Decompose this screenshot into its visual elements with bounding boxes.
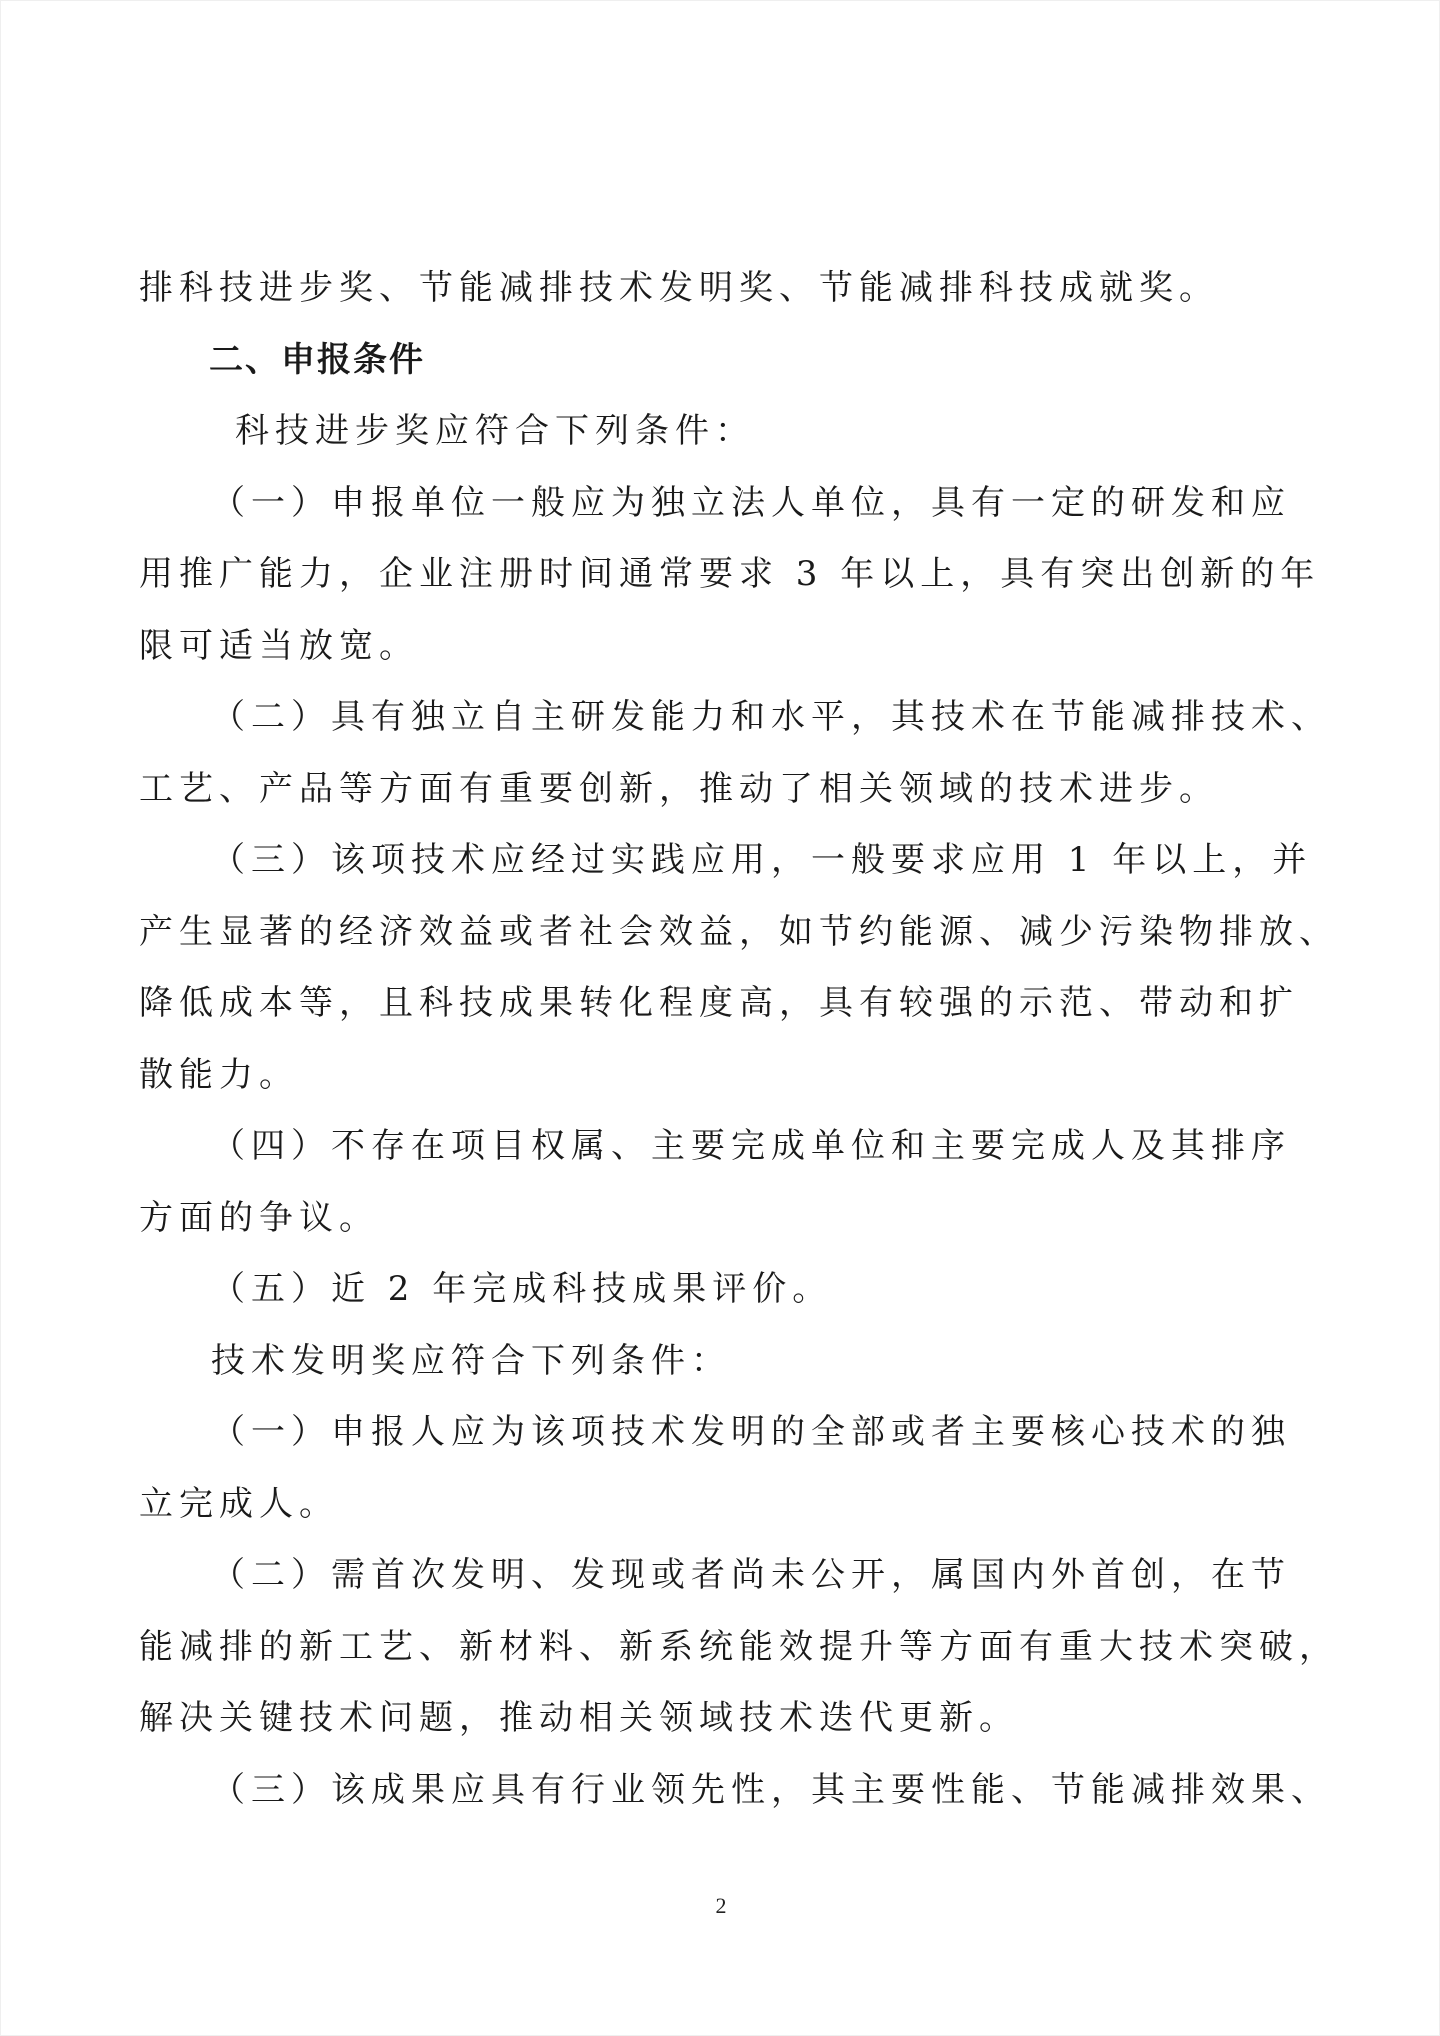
- subsection-heading: 技术发明奖应符合下列条件：: [211, 1340, 731, 1381]
- paragraph-line: 降低成本等，且科技成果转化程度高，具有较强的示范、带动和扩: [139, 983, 1299, 1023]
- section-heading: 二、申报条件: [209, 339, 425, 380]
- paragraph-line: 能减排的新工艺、新材料、新系统能效提升等方面有重大技术突破，: [139, 1626, 1339, 1667]
- paragraph-line: 用推广能力，企业注册时间通常要求 3 年以上，具有突出创新的年: [139, 554, 1321, 594]
- paragraph-line: 立完成人。: [139, 1483, 339, 1524]
- paragraph-line: 散能力。: [139, 1054, 299, 1095]
- paragraph-line: （二）具有独立自主研发能力和水平，其技术在节能减排技术、: [211, 697, 1331, 737]
- paragraph-line: （一）申报人应为该项技术发明的全部或者主要核心技术的独: [211, 1412, 1291, 1452]
- paragraph-line: 工艺、产品等方面有重要创新，推动了相关领域的技术进步。: [139, 768, 1219, 809]
- paragraph-line: 解决关键技术问题，推动相关领域技术迭代更新。: [139, 1698, 1019, 1738]
- paragraph-line: 排科技进步奖、节能减排技术发明奖、节能减排科技成就奖。: [139, 268, 1219, 308]
- paragraph-line: （一）申报单位一般应为独立法人单位，具有一定的研发和应: [211, 482, 1291, 523]
- paragraph-line: 限可适当放宽。: [139, 625, 419, 666]
- paragraph-line: 方面的争议。: [139, 1197, 379, 1238]
- subsection-heading: 科技进步奖应符合下列条件：: [235, 411, 755, 451]
- page-number: 2: [715, 1893, 727, 1918]
- paragraph-line: （四）不存在项目权属、主要完成单位和主要完成人及其排序: [211, 1126, 1291, 1166]
- paragraph-line: （三）该项技术应经过实践应用，一般要求应用 1 年以上，并: [211, 840, 1313, 880]
- document-body: [139, 253, 1339, 1826]
- paragraph-line: （三）该成果应具有行业领先性，其主要性能、节能减排效果、: [211, 1769, 1331, 1810]
- paragraph-line: （二）需首次发明、发现或者尚未公开，属国内外首创，在节: [211, 1555, 1291, 1595]
- paragraph-line: 产生显著的经济效益或者社会效益，如节约能源、减少污染物排放、: [139, 911, 1339, 952]
- paragraph-line: （五）近 2 年完成科技成果评价。: [211, 1269, 833, 1309]
